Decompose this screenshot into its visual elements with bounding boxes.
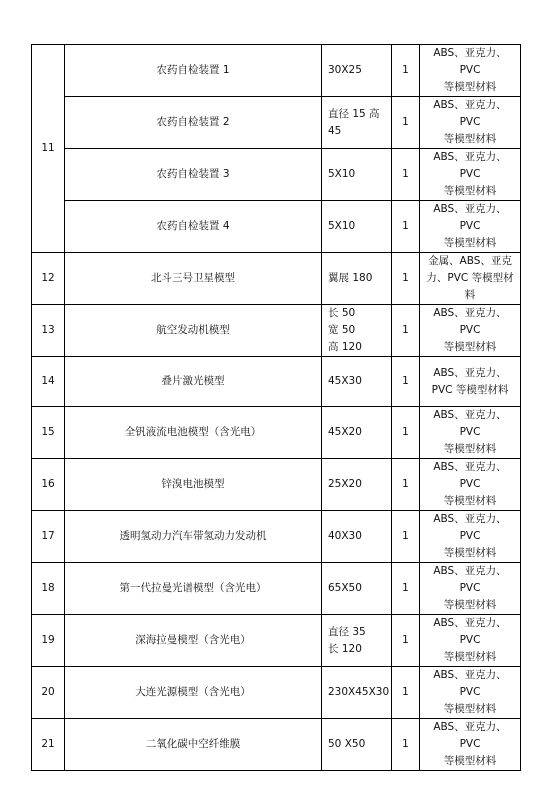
table-row [32,667,521,719]
item-size-text: 直径 15 高 45 [328,107,380,137]
item-material [420,615,521,667]
item-name: 锌溴电池模型 [65,459,322,511]
item-size [322,459,392,511]
item-name: 叠片激光模型 [65,357,322,407]
item-name: 全钒液流电池模型（含光电） [65,407,322,459]
item-size [322,357,392,407]
item-quantity: 1 [392,563,420,615]
item-size-text: 翼展 180 [328,272,373,284]
item-size-text: 65X50 [328,582,362,594]
item-number: 13 [32,305,65,357]
item-material [420,459,521,511]
item-quantity: 1 [392,459,420,511]
item-material-text: ABS、亚克力、PVC 等模型材料 [433,99,507,145]
item-number: 12 [32,253,65,305]
item-name: 农药自检装置 2 [65,97,322,149]
item-material [420,253,521,305]
item-quantity: 1 [392,201,420,253]
item-number: 17 [32,511,65,563]
item-name: 农药自检装置 3 [65,149,322,201]
item-quantity: 1 [392,667,420,719]
item-material [420,305,521,357]
item-size-text: 5X10 [328,168,356,180]
item-size [322,45,392,97]
table-row [32,45,521,97]
item-material [420,97,521,149]
item-quantity: 1 [392,719,420,771]
table-row [32,357,521,407]
item-name: 北斗三号卫星模型 [65,253,322,305]
item-quantity: 1 [392,407,420,459]
item-material-text: ABS、亚克力、PVC 等模型材料 [433,47,507,93]
item-size-text: 50 X50 [328,738,366,750]
item-size-text: 230X45X30 [328,686,390,698]
item-quantity: 1 [392,357,420,407]
item-quantity: 1 [392,253,420,305]
item-size [322,667,392,719]
item-material [420,407,521,459]
item-number: 21 [32,719,65,771]
item-quantity: 1 [392,511,420,563]
item-number: 20 [32,667,65,719]
item-material [420,667,521,719]
item-size [322,511,392,563]
table-row [32,563,521,615]
item-number: 15 [32,407,65,459]
item-size-text: 45X20 [328,426,362,438]
item-material [420,357,521,407]
item-name: 第一代拉曼光谱模型（含光电） [65,563,322,615]
item-size-text: 40X30 [328,530,362,542]
item-material-text: ABS、亚克力、PVC 等模型材料 [433,513,507,559]
item-quantity: 1 [392,149,420,201]
table-row [32,511,521,563]
item-size [322,149,392,201]
table-row [32,459,521,511]
table-row [32,615,521,667]
item-size [322,563,392,615]
item-number: 14 [32,357,65,407]
item-material [420,45,521,97]
item-size [322,305,392,357]
item-name: 农药自检装置 1 [65,45,322,97]
item-size-text: 直径 35 长 120 [328,625,366,655]
item-size-text: 45X30 [328,375,362,387]
item-material [420,201,521,253]
item-material-text: ABS、亚克力、PVC 等模型材料 [433,721,507,767]
table-row [32,97,521,149]
item-number: 16 [32,459,65,511]
item-material [420,719,521,771]
item-name: 农药自检装置 4 [65,201,322,253]
item-name: 二氧化碳中空纤维膜 [65,719,322,771]
item-material-text: ABS、亚克力、PVC 等模型材料 [433,617,507,663]
item-size [322,719,392,771]
item-size [322,201,392,253]
item-name: 透明氢动力汽车带氢动力发动机 [65,511,322,563]
item-name: 航空发动机模型 [65,305,322,357]
item-size [322,615,392,667]
item-number: 11 [32,45,65,253]
item-material-text: 金属、ABS、亚克 力、PVC 等模型材 料 [426,255,514,301]
item-size [322,407,392,459]
equipment-spec-table [31,44,521,771]
item-number: 19 [32,615,65,667]
item-quantity: 1 [392,305,420,357]
table-row [32,719,521,771]
item-number: 18 [32,563,65,615]
item-material [420,511,521,563]
table-row [32,201,521,253]
item-material [420,563,521,615]
item-name: 深海拉曼模型（含光电） [65,615,322,667]
item-material [420,149,521,201]
item-size-text: 5X10 [328,220,356,232]
item-material-text: ABS、亚克力、PVC 等模型材料 [433,409,507,455]
item-material-text: ABS、亚克力、PVC 等模型材料 [433,151,507,197]
item-quantity: 1 [392,615,420,667]
item-size [322,253,392,305]
item-material-text: ABS、亚克力、 PVC 等模型材料 [431,366,509,396]
item-quantity: 1 [392,97,420,149]
table-row [32,407,521,459]
item-material-text: ABS、亚克力、PVC 等模型材料 [433,203,507,249]
item-size [322,97,392,149]
item-material-text: ABS、亚克力、PVC 等模型材料 [433,565,507,611]
item-material-text: ABS、亚克力、PVC 等模型材料 [433,461,507,507]
item-size-text: 25X20 [328,478,362,490]
item-material-text: ABS、亚克力、PVC 等模型材料 [433,669,507,715]
item-quantity: 1 [392,45,420,97]
item-name: 大连光源模型（含光电） [65,667,322,719]
table-row [32,253,521,305]
item-material-text: ABS、亚克力、PVC 等模型材料 [433,307,507,353]
item-size-text: 长 50 宽 50 高 120 [328,307,362,353]
table-row [32,305,521,357]
item-size-text: 30X25 [328,64,362,76]
table-row [32,149,521,201]
table-body [32,45,521,771]
